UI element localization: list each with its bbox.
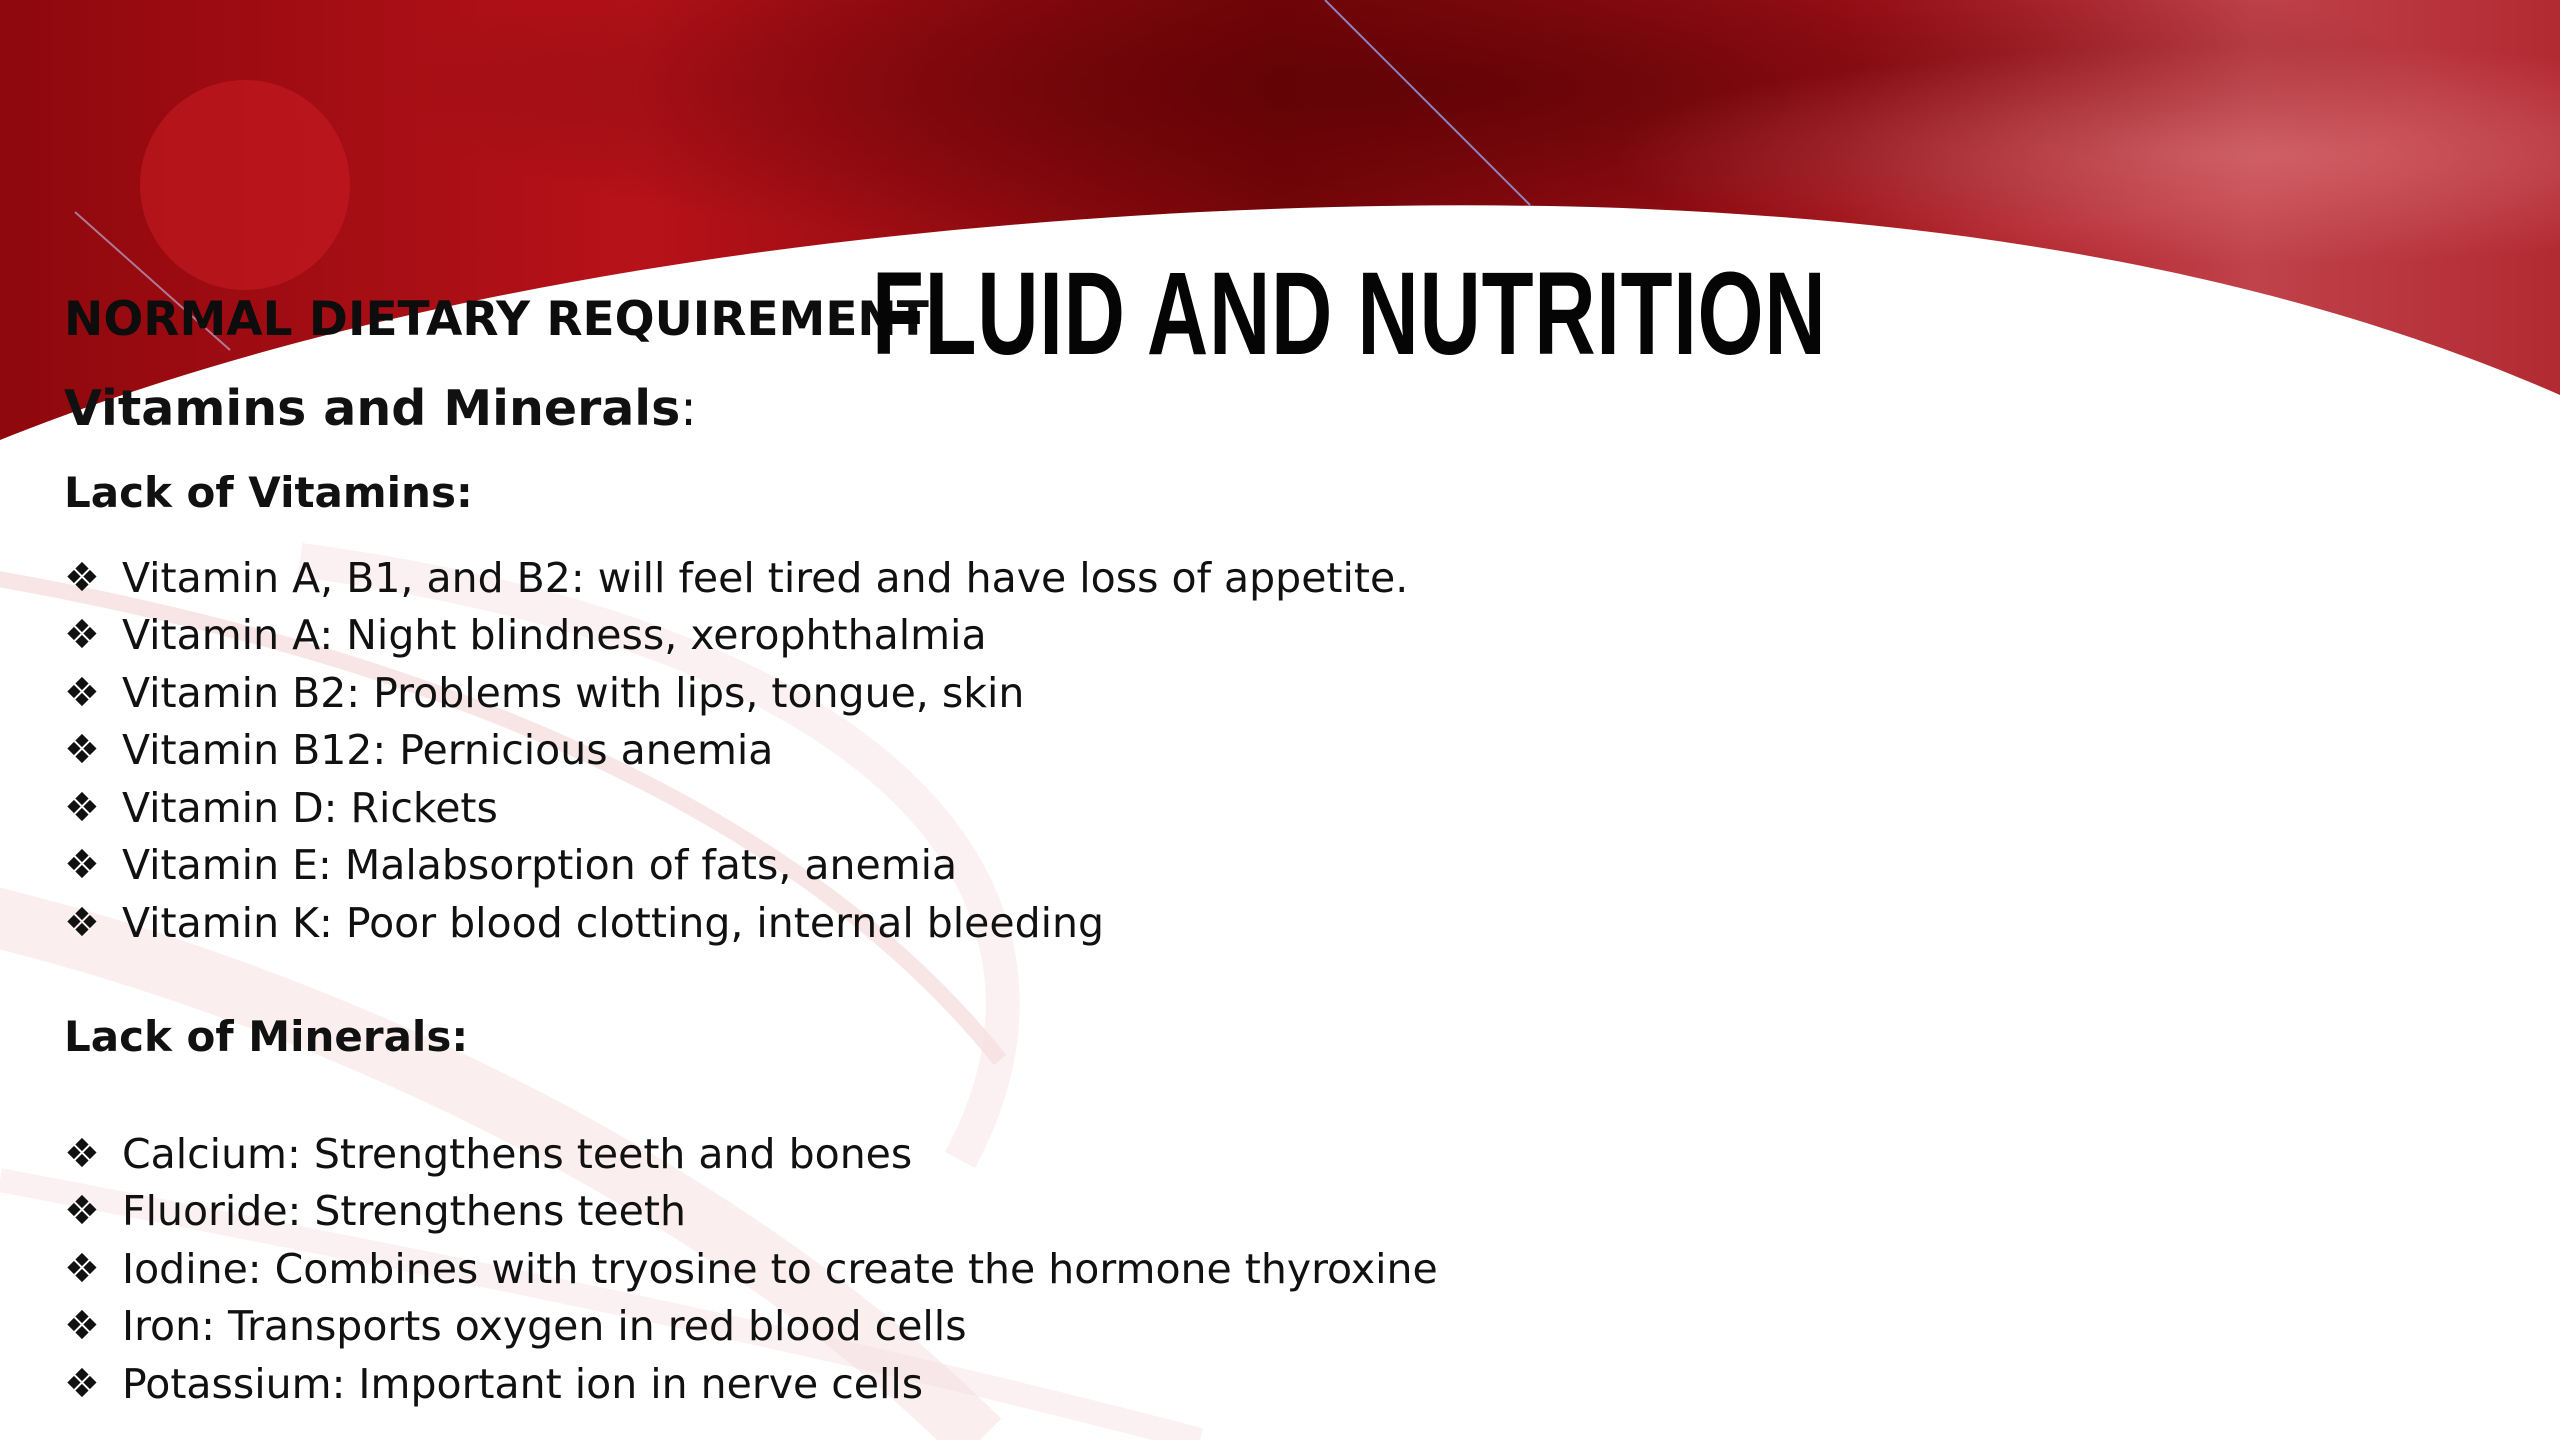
bullet-icon: ❖ <box>64 669 100 716</box>
list-item-text: Vitamin D: Rickets <box>122 783 498 832</box>
bullet-icon: ❖ <box>64 842 100 889</box>
vitamins-list <box>64 549 1408 952</box>
bullet-icon: ❖ <box>64 554 100 601</box>
list-item <box>64 549 1408 607</box>
list-item-text: Vitamin K: Poor blood clotting, internal bleeding <box>122 898 1105 947</box>
list-item <box>64 779 1408 837</box>
bullet-icon: ❖ <box>64 1360 100 1407</box>
list-item-text: Iron: Transports oxygen in red blood cells <box>122 1302 967 1351</box>
bullet-icon: ❖ <box>64 1303 100 1350</box>
list-item <box>64 1298 1438 1356</box>
subtitle <box>64 380 697 437</box>
list-item <box>64 664 1408 722</box>
subtitle-main: Vitamins and Minerals <box>64 380 681 437</box>
minerals-heading: Lack of Minerals: <box>64 1012 469 1061</box>
minerals-list <box>64 1125 1438 1413</box>
list-item <box>64 1183 1438 1241</box>
list-item <box>64 837 1408 895</box>
list-item-text: Calcium: Strengthens teeth and bones <box>122 1129 913 1178</box>
list-item <box>64 1240 1438 1298</box>
list-item-text: Vitamin B2: Problems with lips, tongue, skin <box>122 668 1025 717</box>
list-item-text: Iodine: Combines with tryosine to create the hormone thyroxine <box>122 1244 1438 1293</box>
slide-title: FLUID AND NUTRITION <box>872 248 1827 380</box>
list-item-text: Fluoride: Strengthens teeth <box>122 1187 686 1236</box>
list-item-text: Vitamin A, B1, and B2: will feel tired and have loss of appetite. <box>122 553 1409 602</box>
list-item <box>64 1355 1438 1413</box>
bullet-icon: ❖ <box>64 612 100 659</box>
bullet-icon: ❖ <box>64 1130 100 1177</box>
list-item-text: Vitamin A: Night blindness, xerophthalmia <box>122 611 987 660</box>
bullet-icon: ❖ <box>64 727 100 774</box>
list-item <box>64 722 1408 780</box>
list-item <box>64 1125 1438 1183</box>
list-item-text: Potassium: Important ion in nerve cells <box>122 1359 924 1408</box>
section-label: NORMAL DIETARY REQUIREMENT: <box>64 292 946 347</box>
list-item-text: Vitamin B12: Pernicious anemia <box>122 726 774 775</box>
list-item-text: Vitamin E: Malabsorption of fats, anemia <box>122 841 958 890</box>
list-item <box>64 607 1408 665</box>
bullet-icon: ❖ <box>64 1245 100 1292</box>
list-item <box>64 894 1408 952</box>
bullet-icon: ❖ <box>64 899 100 946</box>
bullet-icon: ❖ <box>64 784 100 831</box>
bullet-icon: ❖ <box>64 1188 100 1235</box>
subtitle-colon: : <box>680 380 697 437</box>
vitamins-heading: Lack of Vitamins: <box>64 468 473 517</box>
